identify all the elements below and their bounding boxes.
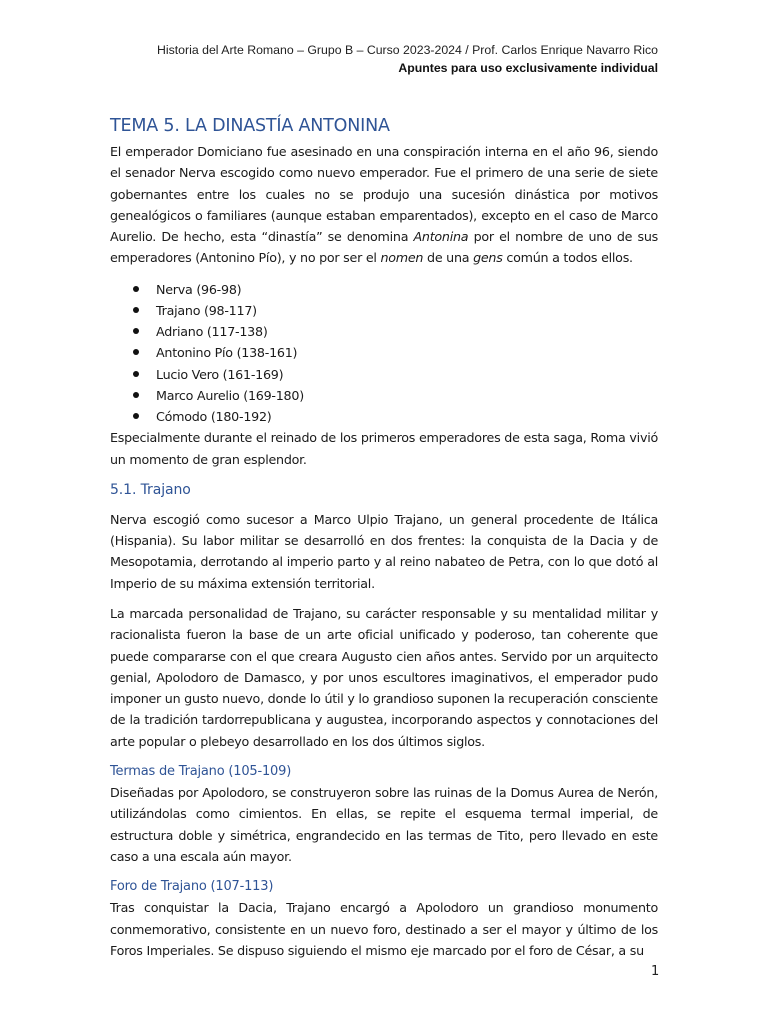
intro-text-4: común a todos ellos. <box>502 250 633 266</box>
document-body <box>110 113 658 961</box>
intro-text-3: de una <box>423 250 474 266</box>
intro-paragraph <box>110 141 658 269</box>
subheading-termas: Termas de Trajano (105-109) <box>110 764 292 780</box>
list-item-text: Lucio Vero (161-169) <box>156 366 284 382</box>
intro-emphasis-antonina: Antonina <box>413 229 469 245</box>
list-item-text: Adriano (117-138) <box>156 324 268 340</box>
list-item <box>110 321 658 342</box>
trajano-paragraph-1: Nerva escogió como sucesor a Marco Ulpio Trajano, un general procedente de Itálica (Hispania). Su labor militar se desarrolló en dos frentes: la conquista de la Dacia y de Mesopotamia, derrotando al imperio parto y al reino nabateo de Petra, con lo que dotó al Imperio de su máxima extensión territorial. <box>110 511 658 591</box>
section-heading-trajano: 5.1. Trajano <box>110 481 191 498</box>
bullet-icon <box>133 413 139 419</box>
bullet-icon <box>133 349 139 355</box>
chapter-title: TEMA 5. LA DINASTÍA ANTONINA <box>110 116 390 136</box>
header-notice-line: Apuntes para uso exclusivamente individual <box>398 61 658 75</box>
list-item <box>110 364 658 385</box>
bullet-icon <box>133 328 139 334</box>
intro-text-1: El emperador Domiciano fue asesinado en una conspiración interna en el año 96, siendo el senador Nerva escogido como nuevo emperador. Fue el primero de una serie de siete gobernantes entre los cuales no se produjo una sucesión dinástica por motivos genealógicos o familiares (aunque estaban emparentados), excepto en el caso de Marco Aurelio. De hecho, esta “dinastía” se denomina <box>110 144 658 245</box>
list-item-text: Cómodo (180-192) <box>156 409 272 424</box>
bullet-icon <box>133 307 139 313</box>
emperor-list <box>110 279 658 427</box>
bullet-icon <box>133 392 139 398</box>
after-list-paragraph: Especialmente durante el reinado de los primeros emperadores de esta saga, Roma vivió un momento de gran esplendor. <box>110 430 658 467</box>
list-item-text: Nerva (96-98) <box>156 281 242 297</box>
list-item-text: Antonino Pío (138-161) <box>156 345 298 361</box>
list-item-text: Trajano (98-117) <box>156 302 257 318</box>
page-number: 1 <box>651 964 660 979</box>
list-item-text: Marco Aurelio (169-180) <box>156 387 304 403</box>
intro-text-2: por el nombre de uno de sus emperadores (Antonino Pío), y no por ser el <box>110 229 658 266</box>
foro-paragraph: Tras conquistar la Dacia, Trajano encargó a Apolodoro un grandioso monumento conmemorativo, consistente en un nuevo foro, destinado a ser el mayor y último de los Foros Imperiales. Se dispuso siguiendo el mismo eje marcado por el foro de César, a su <box>110 900 658 958</box>
intro-emphasis-gens: gens <box>473 250 503 266</box>
list-item <box>110 342 658 363</box>
bullet-icon <box>133 286 139 292</box>
list-item <box>110 406 658 427</box>
trajano-paragraph-2: La marcada personalidad de Trajano, su carácter responsable y su mentalidad militar y racionalista fueron la base de un arte oficial unificado y poderoso, tan coherente que puede compararse con el que creara Augusto cien años antes. Servido por un arquitecto genial, Apolodoro de Damasco, y por unos escultores imaginativos, el emperador pudo imponer un gusto nuevo, donde lo útil y lo grandioso suponen la recuperación consciente de la tradición tardorrepublicana y augustea, incorporando aspectos y connotaciones del arte popular o plebeyo desarrollado en los dos últimos siglos. <box>110 605 658 749</box>
subheading-foro: Foro de Trajano (107-113) <box>110 879 274 895</box>
list-item <box>110 385 658 406</box>
list-item <box>110 300 658 321</box>
intro-emphasis-nomen: nomen <box>380 250 424 266</box>
bullet-icon <box>133 371 139 377</box>
header-course-line: Historia del Arte Romano – Grupo B – Curso 2023-2024 / Prof. Carlos Enrique Navarro Rico <box>157 43 658 57</box>
page-header <box>157 41 658 77</box>
termas-paragraph: Diseñadas por Apolodoro, se construyeron sobre las ruinas de la Domus Aurea de Nerón, utilizándolas como cimientos. En ellas, se repite el esquema termal imperial, de estructura doble y simétrica, engrandecido en las termas de Tito, pero llevado en este caso a una escala aún mayor. <box>110 785 658 864</box>
list-item <box>110 279 658 300</box>
